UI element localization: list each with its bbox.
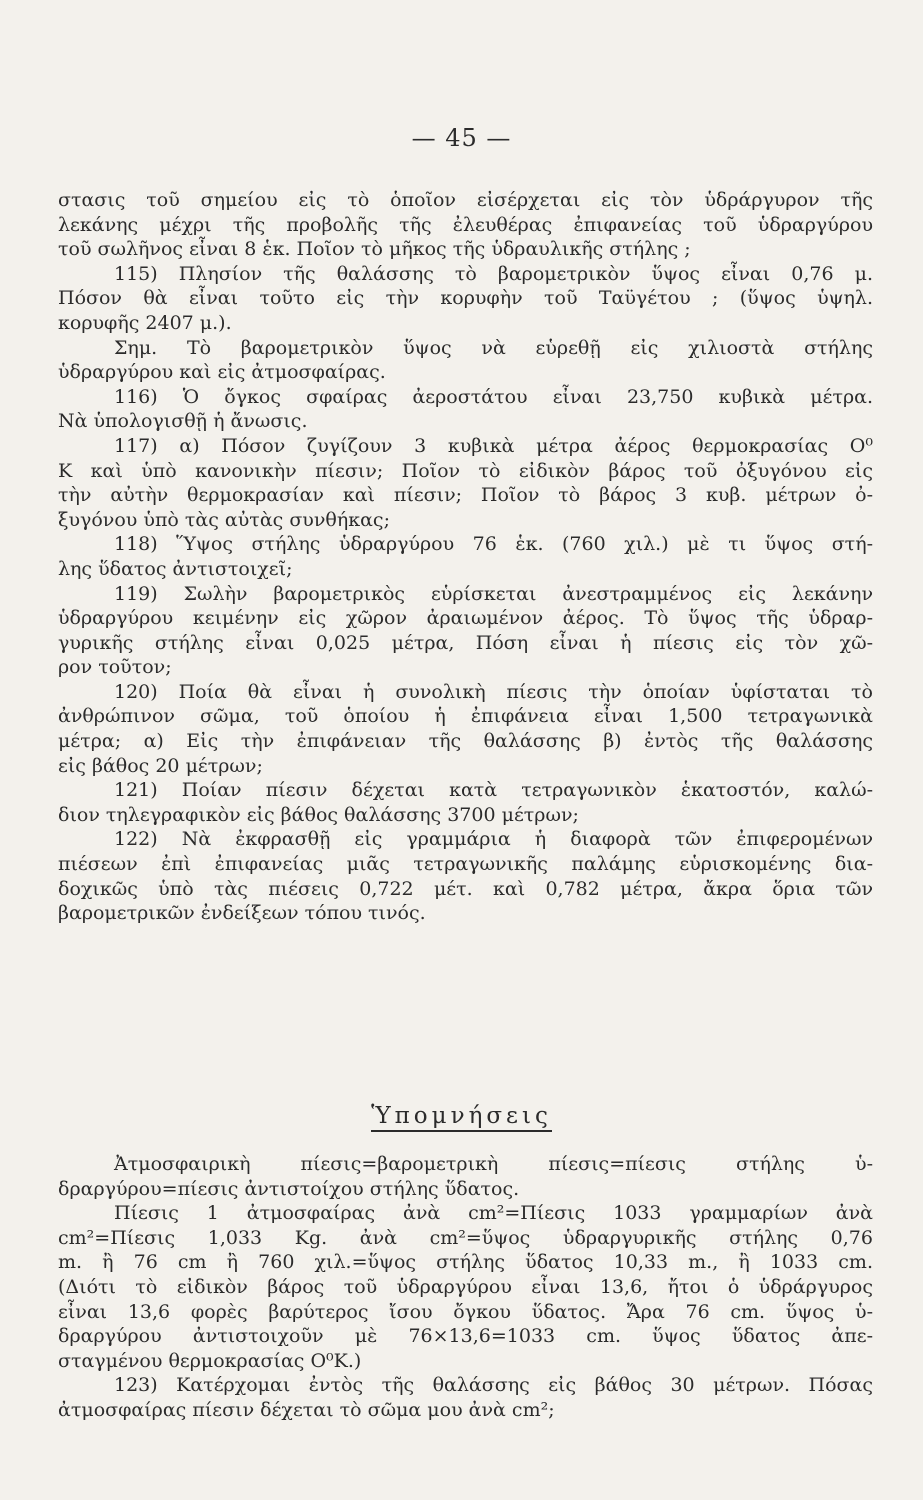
text-line: λης ὕδατος ἀντιστοιχεῖ; [58, 557, 293, 580]
text-line: εἰς βάθος 20 μέτρων; [58, 754, 263, 777]
text-line: λεκάνης μέχρι τῆς προβολῆς τῆς ἐλευθέρας ἐπιφανείας τοῦ ὑδραργύρου [58, 213, 873, 236]
text-line: 123) Κατέρχομαι ἐντὸς τῆς θαλάσσης εἰς βάθος 30 μέτρων. Πόσας [114, 1374, 873, 1397]
text-line: σταγμένου θερμοκρασίας O⁰K.) [58, 1349, 362, 1372]
text-line: ἀνθρώπινον σῶμα, τοῦ ὁποίου ἡ ἐπιφάνεια εἶναι 1,500 τετραγωνικὰ [58, 705, 873, 728]
text-line: Νὰ ὑπολογισθῇ ἡ ἄνωσις. [58, 410, 308, 433]
text-line: ρον τοῦτον; [58, 656, 172, 679]
text-line: βαρομετρικῶν ἐνδείξεων τόπου τινός. [58, 902, 426, 925]
text-line: ξυγόνου ὑπὸ τὰς αὐτὰς συνθήκας; [58, 508, 390, 531]
section-heading [0, 1103, 923, 1129]
text-line: Ἀτμοσφαιρικὴ πίεσις=βαρομετρικὴ πίεσις=πίεσις στήλης ὑ- [114, 1153, 873, 1175]
text-line: στασις τοῦ σημείου εἰς τὸ ὁποῖον εἰσέρχεται εἰς τὸν ὑδράργυρον τῆς [58, 189, 873, 211]
text-line: Πίεσις 1 ἀτμοσφαίρας ἀνὰ cm²=Πίεσις 1033 γραμμαρίων ἀνὰ [114, 1202, 873, 1225]
problems-section [58, 188, 873, 926]
notes-section [58, 1152, 873, 1423]
text-line: ὑδραργύρου κειμένην εἰς χῶρον ἀραιωμένον ἀέρος. Τὸ ὕψος τῆς ὑδραρ- [58, 607, 873, 630]
text-line: 119) Σωλὴν βαρομετρικὸς εὑρίσκεται ἀνεστραμμένος εἰς λεκάνην [114, 582, 873, 605]
text-line: (Διότι τὸ εἰδικὸν βάρος τοῦ ὑδραργύρου εἶναι 13,6, ἤτοι ὁ ὑδράργυρος [58, 1275, 873, 1298]
text-line: K καὶ ὑπὸ κανονικὴν πίεσιν; Ποῖον τὸ εἰδικὸν βάρος τοῦ ὀξυγόνου εἰς [58, 459, 873, 482]
text-line: Πόσον θὰ εἶναι τοῦτο εἰς τὴν κορυφὴν τοῦ Ταϋγέτου ; (ὕψος ὑψηλ. [58, 287, 873, 310]
text-line: πιέσεων ἐπὶ ἐπιφανείας μιᾶς τετραγωνικῆς παλάμης εὑρισκομένης δια- [58, 853, 873, 876]
page-number: — 45 — [411, 124, 512, 152]
text-line: 121) Ποίαν πίεσιν δέχεται κατὰ τετραγωνικὸν ἑκατοστόν, καλώ- [114, 779, 873, 802]
text-line: m. ἢ 76 cm ἢ 760 χιλ.=ὕψος στήλης ὕδατος 10,33 m., ἢ 1033 cm. [58, 1251, 873, 1274]
text-line: τοῦ σωλῆνος εἶναι 8 ἑκ. Ποῖον τὸ μῆκος τῆς ὑδραυλικῆς στήλης ; [58, 238, 691, 261]
text-line: μέτρα; α) Εἰς τὴν ἐπιφάνειαν τῆς θαλάσσης β) ἐντὸς τῆς θαλάσσης [58, 730, 873, 753]
text-line: δραργύρου=πίεσις ἀντιστοίχου στήλης ὕδατος. [58, 1177, 520, 1200]
text-line: 122) Νὰ ἐκφρασθῇ εἰς γραμμάρια ἡ διαφορὰ τῶν ἐπιφερομένων [114, 828, 873, 851]
text-line: 117) α) Πόσον ζυγίζουν 3 κυβικὰ μέτρα ἀέρος θερμοκρασίας O⁰ [114, 434, 873, 457]
text-line: 118) Ὕψος στήλης ὑδραργύρου 76 ἑκ. (760 χιλ.) μὲ τι ὕψος στή- [114, 533, 873, 556]
text-line: cm²=Πίεσις 1,033 Kg. ἀνὰ cm²=ὕψος ὑδραργυρικῆς στήλης 0,76 [58, 1226, 873, 1249]
text-line: 120) Ποία θὰ εἶναι ἡ συνολικὴ πίεσις τὴν ὁποίαν ὑφίσταται τὸ [114, 680, 873, 703]
text-line: εἶναι 13,6 φορὲς βαρύτερος ἴσου ὄγκου ὕδατος. Ἄρα 76 cm. ὕψος ὑ- [58, 1300, 873, 1323]
text-line: τὴν αὐτὴν θερμοκρασίαν καὶ πίεσιν; Ποῖον τὸ βάρος 3 κυβ. μέτρων ὀ- [58, 484, 873, 507]
text-line: διον τηλεγραφικὸν εἰς βάθος θαλάσσης 3700 μέτρων; [58, 803, 579, 826]
text-line: 116) Ὁ ὄγκος σφαίρας ἀεροστάτου εἶναι 23,750 κυβικὰ μέτρα. [114, 385, 873, 408]
text-line: δοχικῶς ὑπὸ τὰς πιέσεις 0,722 μέτ. καὶ 0,782 μέτρα, ἄκρα ὅρια τῶν [58, 877, 873, 900]
text-line: Σημ. Τὸ βαρομετρικὸν ὕψος νὰ εὑρεθῇ εἰς χιλιοστὰ στήλης [114, 336, 873, 359]
text-line: κορυφῆς 2407 μ.). [58, 311, 232, 334]
heading-text: Ὑπομνήσεις [371, 1103, 552, 1132]
text-line: ὑδραργύρου καὶ εἰς ἀτμοσφαίρας. [58, 361, 386, 384]
text-line: 115) Πλησίον τῆς θαλάσσης τὸ βαρομετρικὸν ὕψος εἶναι 0,76 μ. [114, 262, 873, 285]
text-line: ἀτμοσφαίρας πίεσιν δέχεται τὸ σῶμα μου ἀνὰ cm²; [58, 1398, 555, 1421]
text-line: γυρικῆς στήλης εἶναι 0,025 μέτρα, Πόση εἶναι ἡ πίεσις εἰς τὸν χῶ- [58, 631, 873, 654]
text-line: δραργύρου ἀντιστοιχοῦν μὲ 76×13,6=1033 cm. ὕψος ὕδατος ἀπε- [58, 1325, 873, 1348]
